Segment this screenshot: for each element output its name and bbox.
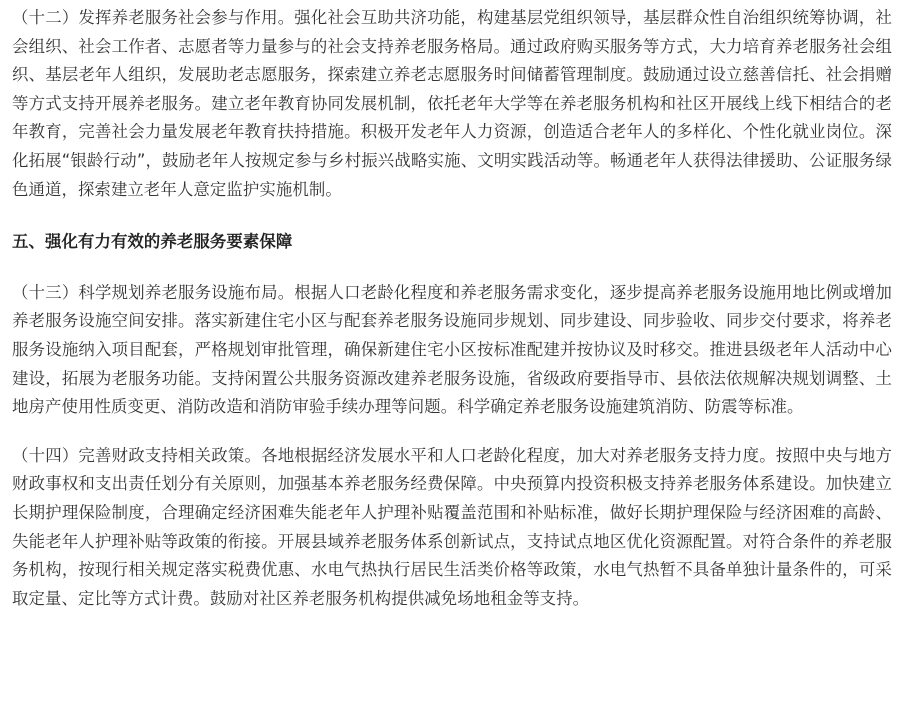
paragraph-13: （十三）科学规划养老服务设施布局。根据人口老龄化程度和养老服务需求变化，逐步提高养老服务设施用地比例或增加养老服务设施空间安排。落实新建住宅小区与配套养老服务设施同步规划、同步建设、同步验收、同步交付要求，将养老服务设施纳入项目配套，严格规划审批管理，确保新建住宅小区按标准配建并按协议及时移交。推进县级老年人活动中心建设，拓展为老服务功能。支持闲置公共服务资源改建养老服务设施，省级政府要指导市、县依法依规解决规划调整、土地房产使用性质变更、消防改造和消防审验手续办理等问题。科学确定养老服务设施建筑消防、防震等标准。 bbox=[12, 282, 892, 417]
paragraph-14: （十四）完善财政支持相关政策。各地根据经济发展水平和人口老龄化程度，加大对养老服务支持力度。按照中央与地方财政事权和支出责任划分有关原则，加强基本养老服务经费保障。中央预算内投资积极支持养老服务体系建设。加快建立长期护理保险制度，合理确定经济困难失能老年人护理补贴覆盖范围和补贴标准，做好长期护理保险与经济困难的高龄、失能老年人护理补贴等政策的衔接。开展县域养老服务体系创新试点，支持试点地区优化资源配置。对符合条件的养老服务机构，按现行相关规定落实税费优惠、水电气热执行居民生活类价格等政策，水电气热暂不具备单独计量条件的，可采取定量、定比等方式计费。鼓励对社区养老服务机构提供减免场地租金等支持。 bbox=[12, 445, 892, 608]
paragraph-12: （十二）发挥养老服务社会参与作用。强化社会互助共济功能，构建基层党组织领导，基层群众性自治组织统筹协调，社会组织、社会工作者、志愿者等力量参与的社会支持养老服务格局。通过政府购买服务等方式，大力培育养老服务社会组织、基层老年人组织，发展助老志愿服务，探索建立养老志愿服务时间储蓄管理制度。鼓励通过设立慈善信托、社会捐赠等方式支持开展养老服务。建立老年教育协同发展机制，依托老年大学等在养老服务机构和社区开展线上线下相结合的老年教育，完善社会力量发展老年教育扶持措施。积极开发老年人力资源，创造适合老年人的多样化、个性化就业岗位。深化拓展“银龄行动”，鼓励老年人按规定参与乡村振兴战略实施、文明实践活动等。畅通老年人获得法律援助、公证服务绿色通道，探索建立老年人意定监护实施机制。 bbox=[12, 8, 892, 199]
section-heading: 五、强化有力有效的养老服务要素保障 bbox=[12, 232, 293, 252]
article-body bbox=[12, 4, 892, 613]
